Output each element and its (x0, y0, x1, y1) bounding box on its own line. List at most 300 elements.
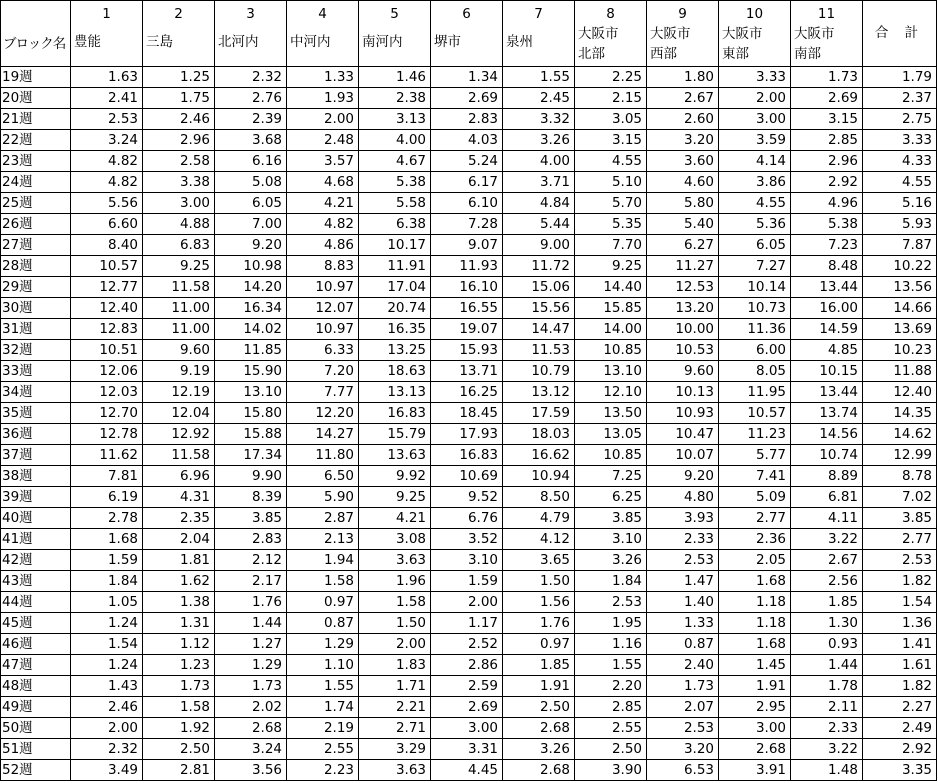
value-cell: 17.59 (503, 403, 575, 424)
table-row (1, 277, 937, 298)
value-cell: 3.05 (575, 109, 647, 130)
value-cell: 2.71 (359, 718, 431, 739)
value-cell: 2.39 (215, 109, 287, 130)
value-cell: 4.80 (647, 487, 719, 508)
total-cell: 14.66 (863, 298, 937, 319)
value-cell: 2.83 (431, 109, 503, 130)
total-cell: 2.27 (863, 697, 937, 718)
value-cell: 2.00 (431, 592, 503, 613)
value-cell: 2.00 (359, 634, 431, 655)
column-name: 大阪市 南部 (794, 26, 835, 62)
value-cell: 3.52 (431, 529, 503, 550)
week-label: 31週 (1, 319, 71, 340)
value-cell: 13.74 (791, 403, 863, 424)
value-cell: 6.05 (215, 193, 287, 214)
value-cell: 1.75 (143, 88, 215, 109)
value-cell: 13.63 (359, 445, 431, 466)
value-cell: 6.10 (431, 193, 503, 214)
column-header-1 (71, 1, 143, 67)
value-cell: 9.90 (215, 466, 287, 487)
column-header-8 (575, 1, 647, 67)
value-cell: 3.31 (431, 739, 503, 760)
value-cell: 11.00 (143, 319, 215, 340)
total-cell: 7.87 (863, 235, 937, 256)
total-cell: 3.85 (863, 508, 937, 529)
total-cell: 1.36 (863, 613, 937, 634)
value-cell: 3.59 (719, 130, 791, 151)
value-cell: 2.38 (359, 88, 431, 109)
value-cell: 11.27 (647, 256, 719, 277)
value-cell: 5.10 (575, 172, 647, 193)
value-cell: 3.26 (503, 739, 575, 760)
value-cell: 3.65 (503, 550, 575, 571)
value-cell: 2.68 (503, 760, 575, 781)
value-cell: 1.78 (791, 676, 863, 697)
value-cell: 1.44 (791, 655, 863, 676)
value-cell: 2.46 (71, 697, 143, 718)
column-name: 泉州 (506, 34, 533, 50)
value-cell: 3.90 (575, 760, 647, 781)
value-cell: 5.70 (575, 193, 647, 214)
value-cell: 16.83 (431, 445, 503, 466)
value-cell: 1.47 (647, 571, 719, 592)
week-label: 38週 (1, 466, 71, 487)
column-number: 8 (606, 6, 615, 22)
value-cell: 2.68 (215, 718, 287, 739)
value-cell: 9.20 (215, 235, 287, 256)
value-cell: 1.93 (287, 88, 359, 109)
value-cell: 3.26 (503, 130, 575, 151)
value-cell: 7.28 (431, 214, 503, 235)
total-cell: 5.16 (863, 193, 937, 214)
value-cell: 5.77 (719, 445, 791, 466)
value-cell: 10.97 (287, 277, 359, 298)
value-cell: 9.20 (647, 466, 719, 487)
value-cell: 1.31 (143, 613, 215, 634)
header-row (1, 1, 937, 67)
total-cell: 12.40 (863, 382, 937, 403)
table-row (1, 466, 937, 487)
value-cell: 11.58 (143, 277, 215, 298)
value-cell: 5.58 (359, 193, 431, 214)
value-cell: 6.50 (287, 466, 359, 487)
value-cell: 4.12 (503, 529, 575, 550)
value-cell: 11.58 (143, 445, 215, 466)
value-cell: 1.73 (791, 67, 863, 88)
value-cell: 2.67 (791, 550, 863, 571)
value-cell: 2.68 (503, 718, 575, 739)
table-row (1, 88, 937, 109)
value-cell: 10.07 (647, 445, 719, 466)
column-name: 三島 (146, 34, 173, 50)
value-cell: 9.07 (431, 235, 503, 256)
value-cell: 3.93 (647, 508, 719, 529)
value-cell: 12.20 (287, 403, 359, 424)
value-cell: 4.00 (359, 130, 431, 151)
value-cell: 1.16 (575, 634, 647, 655)
total-cell: 7.02 (863, 487, 937, 508)
value-cell: 16.10 (431, 277, 503, 298)
block-name-label: ブロック名 (3, 36, 66, 52)
total-cell: 1.79 (863, 67, 937, 88)
value-cell: 1.58 (287, 571, 359, 592)
table-row (1, 550, 937, 571)
column-header-2 (143, 1, 215, 67)
column-name: 中河内 (290, 34, 331, 50)
value-cell: 1.91 (503, 676, 575, 697)
value-cell: 13.25 (359, 340, 431, 361)
value-cell: 11.93 (431, 256, 503, 277)
value-cell: 16.62 (503, 445, 575, 466)
table-row (1, 256, 937, 277)
table-row (1, 592, 937, 613)
value-cell: 2.83 (215, 529, 287, 550)
column-header-6 (431, 1, 503, 67)
table-row (1, 655, 937, 676)
value-cell: 1.43 (71, 676, 143, 697)
value-cell: 7.00 (215, 214, 287, 235)
value-cell: 4.45 (431, 760, 503, 781)
block-name-header (1, 1, 71, 67)
value-cell: 1.23 (143, 655, 215, 676)
value-cell: 1.73 (647, 676, 719, 697)
week-label: 24週 (1, 172, 71, 193)
table-body (1, 67, 937, 781)
value-cell: 14.27 (287, 424, 359, 445)
week-label: 28週 (1, 256, 71, 277)
value-cell: 6.81 (791, 487, 863, 508)
value-cell: 1.05 (71, 592, 143, 613)
value-cell: 0.87 (287, 613, 359, 634)
value-cell: 17.04 (359, 277, 431, 298)
value-cell: 3.15 (575, 130, 647, 151)
value-cell: 3.63 (359, 550, 431, 571)
total-cell: 1.61 (863, 655, 937, 676)
value-cell: 4.60 (647, 172, 719, 193)
column-number: 5 (390, 6, 399, 22)
value-cell: 5.08 (215, 172, 287, 193)
value-cell: 13.13 (359, 382, 431, 403)
value-cell: 1.30 (791, 613, 863, 634)
value-cell: 15.90 (215, 361, 287, 382)
value-cell: 2.02 (215, 697, 287, 718)
value-cell: 6.33 (287, 340, 359, 361)
total-cell: 13.56 (863, 277, 937, 298)
week-label: 26週 (1, 214, 71, 235)
value-cell: 2.95 (719, 697, 791, 718)
value-cell: 11.91 (359, 256, 431, 277)
total-cell: 4.55 (863, 172, 937, 193)
value-cell: 10.17 (359, 235, 431, 256)
value-cell: 1.56 (503, 592, 575, 613)
value-cell: 17.93 (431, 424, 503, 445)
value-cell: 15.80 (215, 403, 287, 424)
value-cell: 2.78 (71, 508, 143, 529)
value-cell: 5.09 (719, 487, 791, 508)
value-cell: 3.20 (647, 130, 719, 151)
value-cell: 3.00 (719, 109, 791, 130)
value-cell: 2.05 (719, 550, 791, 571)
value-cell: 14.47 (503, 319, 575, 340)
value-cell: 6.76 (431, 508, 503, 529)
value-cell: 7.20 (287, 361, 359, 382)
value-cell: 3.24 (71, 130, 143, 151)
total-cell: 14.35 (863, 403, 937, 424)
value-cell: 10.93 (647, 403, 719, 424)
value-cell: 1.34 (431, 67, 503, 88)
value-cell: 0.97 (287, 592, 359, 613)
value-cell: 2.92 (791, 172, 863, 193)
value-cell: 5.56 (71, 193, 143, 214)
value-cell: 2.11 (791, 697, 863, 718)
column-header-4 (287, 1, 359, 67)
value-cell: 2.00 (719, 88, 791, 109)
value-cell: 2.69 (791, 88, 863, 109)
week-label: 47週 (1, 655, 71, 676)
value-cell: 8.83 (287, 256, 359, 277)
value-cell: 3.71 (503, 172, 575, 193)
week-label: 40週 (1, 508, 71, 529)
value-cell: 2.59 (431, 676, 503, 697)
value-cell: 2.53 (575, 592, 647, 613)
value-cell: 11.00 (143, 298, 215, 319)
table-row (1, 361, 937, 382)
column-header-11 (791, 1, 863, 67)
value-cell: 2.53 (71, 109, 143, 130)
value-cell: 2.77 (719, 508, 791, 529)
total-cell: 1.82 (863, 676, 937, 697)
value-cell: 2.46 (143, 109, 215, 130)
value-cell: 10.94 (503, 466, 575, 487)
value-cell: 1.54 (71, 634, 143, 655)
week-label: 23週 (1, 151, 71, 172)
value-cell: 10.57 (71, 256, 143, 277)
value-cell: 12.10 (575, 382, 647, 403)
value-cell: 2.55 (575, 718, 647, 739)
table-row (1, 613, 937, 634)
value-cell: 4.55 (719, 193, 791, 214)
column-name: 南河内 (362, 34, 403, 50)
value-cell: 18.03 (503, 424, 575, 445)
value-cell: 2.67 (647, 88, 719, 109)
value-cell: 2.87 (287, 508, 359, 529)
table-row (1, 319, 937, 340)
value-cell: 4.68 (287, 172, 359, 193)
week-label: 34週 (1, 382, 71, 403)
value-cell: 0.97 (503, 634, 575, 655)
value-cell: 3.85 (575, 508, 647, 529)
value-cell: 10.57 (719, 403, 791, 424)
value-cell: 3.91 (719, 760, 791, 781)
table-row (1, 571, 937, 592)
value-cell: 12.53 (647, 277, 719, 298)
value-cell: 2.23 (287, 760, 359, 781)
value-cell: 4.67 (359, 151, 431, 172)
value-cell: 14.40 (575, 277, 647, 298)
value-cell: 10.14 (719, 277, 791, 298)
value-cell: 9.92 (359, 466, 431, 487)
value-cell: 3.26 (575, 550, 647, 571)
column-number: 3 (246, 6, 255, 22)
column-name: 大阪市 東部 (722, 26, 763, 62)
table-row (1, 109, 937, 130)
week-label: 36週 (1, 424, 71, 445)
total-cell: 11.88 (863, 361, 937, 382)
value-cell: 2.35 (143, 508, 215, 529)
value-cell: 11.85 (215, 340, 287, 361)
total-label: 合 計 (874, 25, 925, 41)
value-cell: 1.80 (647, 67, 719, 88)
value-cell: 4.11 (791, 508, 863, 529)
week-label: 44週 (1, 592, 71, 613)
value-cell: 2.00 (287, 109, 359, 130)
value-cell: 1.68 (71, 529, 143, 550)
value-cell: 1.96 (359, 571, 431, 592)
value-cell: 8.48 (791, 256, 863, 277)
table-row (1, 172, 937, 193)
value-cell: 3.22 (791, 739, 863, 760)
value-cell: 2.58 (143, 151, 215, 172)
table-row (1, 634, 937, 655)
value-cell: 1.44 (215, 613, 287, 634)
value-cell: 3.32 (503, 109, 575, 130)
value-cell: 2.96 (143, 130, 215, 151)
value-cell: 2.81 (143, 760, 215, 781)
value-cell: 1.71 (359, 676, 431, 697)
value-cell: 12.77 (71, 277, 143, 298)
column-header-7 (503, 1, 575, 67)
week-label: 21週 (1, 109, 71, 130)
value-cell: 4.21 (359, 508, 431, 529)
table-row (1, 760, 937, 781)
value-cell: 2.96 (791, 151, 863, 172)
value-cell: 7.77 (287, 382, 359, 403)
value-cell: 0.87 (647, 634, 719, 655)
week-label: 22週 (1, 130, 71, 151)
table-row (1, 508, 937, 529)
value-cell: 10.51 (71, 340, 143, 361)
value-cell: 8.05 (719, 361, 791, 382)
value-cell: 2.45 (503, 88, 575, 109)
value-cell: 19.07 (431, 319, 503, 340)
value-cell: 10.97 (287, 319, 359, 340)
value-cell: 3.20 (647, 739, 719, 760)
table-row (1, 739, 937, 760)
value-cell: 16.25 (431, 382, 503, 403)
value-cell: 5.44 (503, 214, 575, 235)
table-header (1, 1, 937, 67)
value-cell: 2.36 (719, 529, 791, 550)
value-cell: 12.06 (71, 361, 143, 382)
value-cell: 18.63 (359, 361, 431, 382)
value-cell: 2.32 (71, 739, 143, 760)
value-cell: 1.10 (287, 655, 359, 676)
column-name: 北河内 (218, 34, 259, 50)
value-cell: 4.21 (287, 193, 359, 214)
value-cell: 2.86 (431, 655, 503, 676)
value-cell: 3.00 (431, 718, 503, 739)
total-cell: 2.49 (863, 718, 937, 739)
value-cell: 3.13 (359, 109, 431, 130)
value-cell: 5.38 (359, 172, 431, 193)
value-cell: 2.40 (647, 655, 719, 676)
value-cell: 9.60 (647, 361, 719, 382)
value-cell: 1.84 (575, 571, 647, 592)
value-cell: 5.80 (647, 193, 719, 214)
value-cell: 5.90 (287, 487, 359, 508)
value-cell: 2.76 (215, 88, 287, 109)
value-cell: 8.39 (215, 487, 287, 508)
value-cell: 1.17 (431, 613, 503, 634)
value-cell: 3.00 (719, 718, 791, 739)
value-cell: 6.25 (575, 487, 647, 508)
value-cell: 2.21 (359, 697, 431, 718)
value-cell: 10.73 (719, 298, 791, 319)
value-cell: 1.18 (719, 592, 791, 613)
value-cell: 1.48 (791, 760, 863, 781)
value-cell: 1.59 (71, 550, 143, 571)
table-row (1, 67, 937, 88)
value-cell: 2.32 (215, 67, 287, 88)
table-row (1, 193, 937, 214)
value-cell: 1.24 (71, 613, 143, 634)
value-cell: 11.53 (503, 340, 575, 361)
value-cell: 12.40 (71, 298, 143, 319)
value-cell: 3.86 (719, 172, 791, 193)
value-cell: 1.95 (575, 613, 647, 634)
value-cell: 11.62 (71, 445, 143, 466)
week-label: 41週 (1, 529, 71, 550)
value-cell: 6.17 (431, 172, 503, 193)
value-cell: 6.27 (647, 235, 719, 256)
column-number: 2 (174, 6, 183, 22)
column-header-3 (215, 1, 287, 67)
value-cell: 10.53 (647, 340, 719, 361)
value-cell: 16.55 (431, 298, 503, 319)
value-cell: 1.40 (647, 592, 719, 613)
value-cell: 1.63 (71, 67, 143, 88)
value-cell: 2.69 (431, 697, 503, 718)
value-cell: 2.50 (143, 739, 215, 760)
value-cell: 14.00 (575, 319, 647, 340)
value-cell: 1.50 (503, 571, 575, 592)
value-cell: 7.25 (575, 466, 647, 487)
value-cell: 8.50 (503, 487, 575, 508)
value-cell: 1.76 (503, 613, 575, 634)
value-cell: 7.27 (719, 256, 791, 277)
value-cell: 6.38 (359, 214, 431, 235)
value-cell: 1.84 (71, 571, 143, 592)
value-cell: 3.00 (143, 193, 215, 214)
value-cell: 2.15 (575, 88, 647, 109)
table-row (1, 151, 937, 172)
value-cell: 15.88 (215, 424, 287, 445)
week-label: 29週 (1, 277, 71, 298)
total-cell: 14.62 (863, 424, 937, 445)
value-cell: 3.08 (359, 529, 431, 550)
value-cell: 7.70 (575, 235, 647, 256)
total-cell: 1.41 (863, 634, 937, 655)
value-cell: 2.41 (71, 88, 143, 109)
value-cell: 1.50 (359, 613, 431, 634)
value-cell: 2.12 (215, 550, 287, 571)
value-cell: 4.85 (791, 340, 863, 361)
value-cell: 7.41 (719, 466, 791, 487)
column-number: 6 (462, 6, 471, 22)
value-cell: 2.50 (575, 739, 647, 760)
value-cell: 1.62 (143, 571, 215, 592)
week-label: 52週 (1, 760, 71, 781)
